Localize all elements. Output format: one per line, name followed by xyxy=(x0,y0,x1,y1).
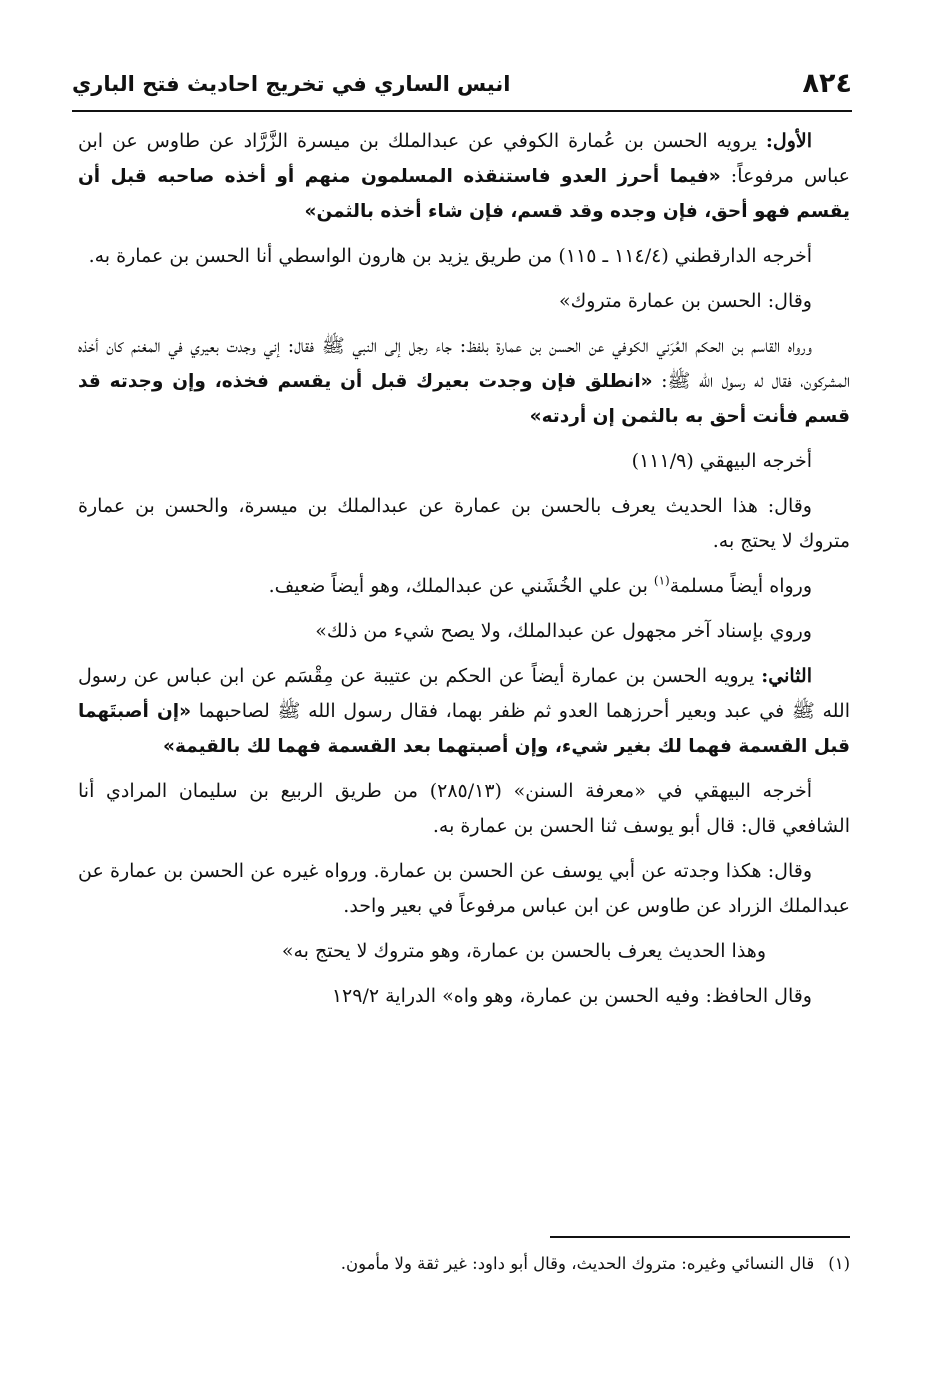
page-header xyxy=(72,68,852,108)
paragraph-maslama xyxy=(78,569,850,604)
paragraph-bayhaqi-note: وقال: هكذا وجدته عن أبي يوسف عن الحسن بن عمارة. ورواه غيره عن الحسن بن عمارة عن عبدالملك الزراد عن طاوس عن ابن عباس مرفوعاً في بعير واحد. xyxy=(78,860,850,917)
footnote xyxy=(78,1250,850,1278)
paragraph-other-chain: وروي بإسناد آخر مجهول عن عبدالملك، ولا يصح شيء من ذلك» xyxy=(315,620,812,642)
running-title: انيس الساري في تخريج احاديث فتح الباري xyxy=(72,72,511,96)
footnote-divider xyxy=(550,1236,850,1238)
paragraph-hadith-known: وهذا الحديث يعرف بالحسن بن عمارة، وهو متروك لا يحتج به» xyxy=(281,940,766,962)
paragraph-takhrij-marifa: أخرجه البيهقي في «معرفة السنن» (٢٨٥/١٣) من طريق الربيع بن سليمان المرادي أنا الشافعي قال: قال أبو يوسف ثنا الحسن بن عمارة به. xyxy=(78,780,850,837)
paragraph-quote: وقال: الحسن بن عمارة متروك» xyxy=(558,290,812,312)
paragraph-takhrij-daraqutni: أخرجه الدارقطني (١١٤/٤ ـ ١١٥) من طريق يزيد بن هارون الواسطي أنا الحسن بن عمارة به. xyxy=(88,245,812,267)
page-number: ٨٢٤ xyxy=(802,68,852,99)
paragraph-second-narration xyxy=(78,659,850,764)
paragraph-text: بن علي الخُشَني عن عبدالملك، وهو أيضاً ضعيف. xyxy=(268,575,654,597)
paragraph-first-narration xyxy=(78,124,850,229)
hadith-text: «فيما أحرز العدو فاستنقذه المسلمون منهم أو أخذه صاحبه قبل أن يقسم فهو أحق، فإن وجده وقد قسم، فإن شاء أخذه بالثمن» xyxy=(78,166,850,222)
paragraph-text: ورواه القاسم بن الحكم العُرَني الكوفي عن الحسن بن عمارة بلفظ: جاء رجل إلى النبي ﷺ فقال: إني وجدت بعيري في المغنم كان أخذه المشركون، فقال له رسول الله ﷺ: xyxy=(78,335,850,392)
footnote-reference: (١) xyxy=(653,573,670,588)
paragraph-second-wording xyxy=(78,329,850,434)
section-lead-first: الأول: xyxy=(765,130,812,152)
footnote-mark: (١) xyxy=(828,1254,850,1273)
section-lead-second: الثاني: xyxy=(761,665,812,687)
paragraph-text: ورواه أيضاً مسلمة xyxy=(669,575,812,597)
footnote-text: قال النسائي وغيره: متروك الحديث، وقال أبو داود: غير ثقة ولا مأمون. xyxy=(340,1254,815,1273)
paragraph-text: يرويه الحسن بن عمارة أيضاً عن الحكم بن عتيبة عن مِقْسَم عن ابن عباس عن رسول الله ﷺ في عبد وبعير أحرزهما العدو ثم ظفر بهما، فقال رسول الله ﷺ لصاحبهما xyxy=(78,665,850,722)
paragraph-text: يرويه الحسن بن عُمارة الكوفي عن عبدالملك بن ميسرة الزَّرَّاد عن طاوس عن ابن عباس مرفوعاً: xyxy=(78,130,851,187)
paragraph-hafiz-comment: وقال الحافظ: وفيه الحسن بن عمارة، وهو واه» الدراية ١٢٩/٢ xyxy=(331,985,812,1007)
paragraph-bayhaqi-comment: وقال: هذا الحديث يعرف بالحسن بن عمارة عن عبدالملك بن ميسرة، والحسن بن عمارة متروك لا يحتج به. xyxy=(78,495,850,552)
hadith-text: «انطلق فإن وجدت بعيرك قبل أن يقسم فخذه، وإن وجدته قد قسم فأنت أحق به بالثمن إن أردته» xyxy=(78,371,850,427)
header-divider xyxy=(72,110,852,112)
paragraph-takhrij-bayhaqi: أخرجه البيهقي (١١١/٩) xyxy=(631,450,812,472)
main-text xyxy=(78,124,850,1024)
hadith-text: «إن أصبتَهما قبل القسمة فهما لك بغير شيء، وإن أصبتهما بعد القسمة فهما لك بالقيمة» xyxy=(78,701,850,757)
